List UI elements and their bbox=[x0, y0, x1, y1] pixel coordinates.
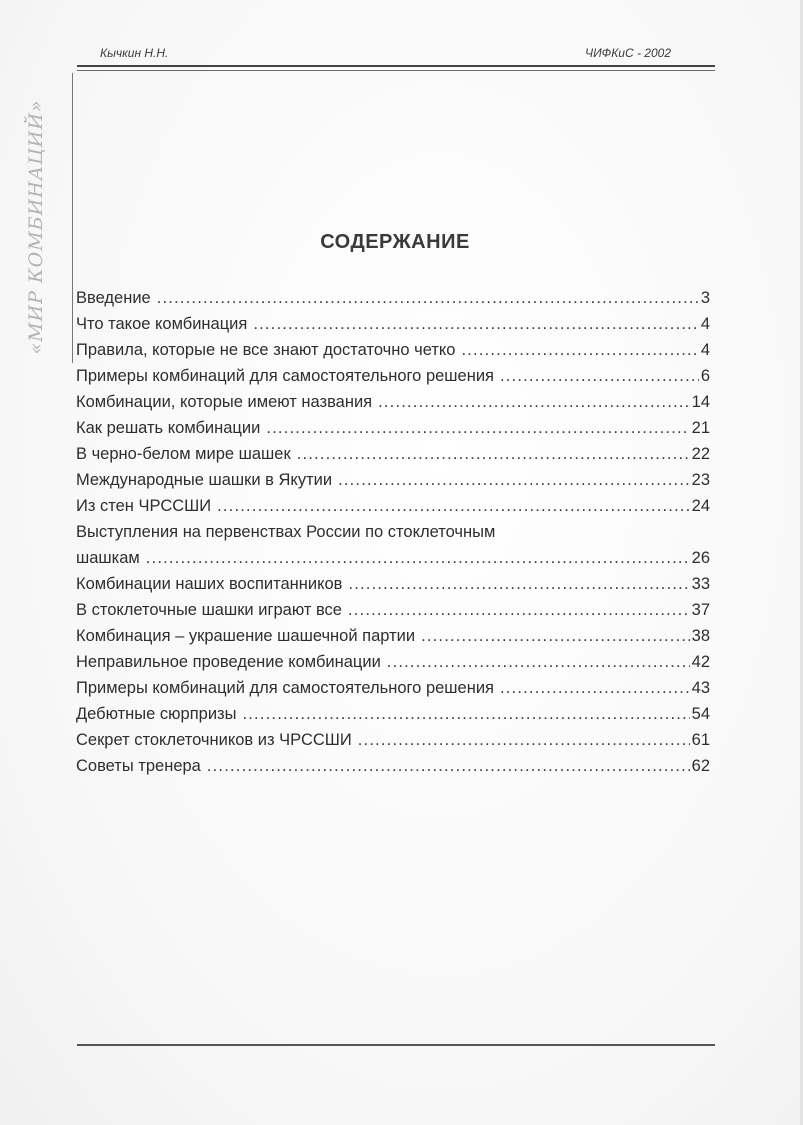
toc-entry-page: 62 bbox=[691, 757, 710, 775]
toc-entry-title-line1: Выступления на первенствах России по стоклеточным bbox=[76, 523, 496, 541]
toc-entry-title: Как решать комбинации bbox=[76, 419, 261, 437]
toc-entry-title: Что такое комбинация bbox=[76, 315, 248, 333]
dot-leader bbox=[421, 623, 690, 649]
toc-entry[interactable] bbox=[76, 285, 710, 311]
toc-entry-page: 6 bbox=[700, 367, 710, 385]
toc-entry[interactable] bbox=[76, 519, 710, 571]
toc-entry-title: Неправильное проведение комбинации bbox=[76, 653, 381, 671]
dot-leader bbox=[217, 493, 690, 519]
dot-leader bbox=[461, 337, 698, 363]
toc-entry-line2 bbox=[76, 545, 710, 571]
toc-entry[interactable] bbox=[76, 597, 710, 623]
toc-entry[interactable] bbox=[76, 467, 710, 493]
toc-entry-page: 21 bbox=[691, 419, 710, 437]
dot-leader bbox=[348, 571, 689, 597]
dot-leader bbox=[348, 597, 690, 623]
toc-entry-title: Международные шашки в Якутии bbox=[76, 471, 333, 489]
toc-entry-page: 4 bbox=[700, 341, 710, 359]
toc-entry-page: 23 bbox=[691, 471, 710, 489]
toc-entry-page: 37 bbox=[691, 601, 710, 619]
dot-leader bbox=[242, 701, 689, 727]
dot-leader bbox=[338, 467, 690, 493]
spine-divider bbox=[72, 73, 73, 363]
dot-leader bbox=[358, 727, 690, 753]
toc-entry-page: 61 bbox=[691, 731, 710, 749]
toc-entry[interactable] bbox=[76, 493, 710, 519]
toc-entry[interactable] bbox=[76, 727, 710, 753]
toc-entry[interactable] bbox=[76, 623, 710, 649]
toc-entry-page: 4 bbox=[700, 315, 710, 333]
toc-entry[interactable] bbox=[76, 701, 710, 727]
table-of-contents bbox=[76, 285, 710, 779]
toc-title: СОДЕРЖАНИЕ bbox=[320, 231, 470, 253]
toc-entry-title: Примеры комбинаций для самостоятельного решения bbox=[76, 679, 494, 697]
footer-rule bbox=[77, 1044, 715, 1046]
toc-entry[interactable] bbox=[76, 363, 710, 389]
toc-entry[interactable] bbox=[76, 415, 710, 441]
dot-leader bbox=[266, 415, 689, 441]
header-publisher: ЧИФКиС - 2002 bbox=[585, 46, 671, 60]
toc-entry[interactable] bbox=[76, 571, 710, 597]
dot-leader bbox=[387, 649, 690, 675]
header-rule-thick bbox=[77, 65, 715, 67]
dot-leader bbox=[500, 675, 690, 701]
toc-entry-page: 24 bbox=[691, 497, 710, 515]
header-author: Кычкин Н.Н. bbox=[100, 46, 169, 60]
dot-leader bbox=[378, 389, 690, 415]
dot-leader bbox=[207, 753, 690, 779]
toc-entry-title: В стоклеточные шашки играют все bbox=[76, 601, 342, 619]
spine-title-text: «МИР КОМБИНАЦИЙ» bbox=[25, 99, 47, 355]
toc-entry-title: Комбинации, которые имеют названия bbox=[76, 393, 373, 411]
dot-leader bbox=[146, 545, 690, 571]
spine-title bbox=[14, 72, 58, 382]
toc-entry-page: 22 bbox=[691, 445, 710, 463]
toc-entry-title: Примеры комбинаций для самостоятельного решения bbox=[76, 367, 494, 385]
toc-entry-page: 42 bbox=[691, 653, 710, 671]
toc-entry-title: Комбинации наших воспитанников bbox=[76, 575, 343, 593]
toc-entry[interactable] bbox=[76, 649, 710, 675]
toc-entry-title: Советы тренера bbox=[76, 757, 201, 775]
toc-entry[interactable] bbox=[76, 389, 710, 415]
dot-leader bbox=[157, 285, 699, 311]
toc-entry-page: 14 bbox=[691, 393, 710, 411]
toc-entry-title: В черно-белом мире шашек bbox=[76, 445, 291, 463]
toc-entry-title-line2: шашкам bbox=[76, 549, 140, 567]
toc-entry[interactable] bbox=[76, 441, 710, 467]
dot-leader bbox=[500, 363, 699, 389]
toc-entry-title: Из стен ЧРССШИ bbox=[76, 497, 212, 515]
header-rule-thin bbox=[77, 70, 715, 71]
toc-entry[interactable] bbox=[76, 753, 710, 779]
toc-entry-page: 54 bbox=[691, 705, 710, 723]
toc-entry-title: Комбинация – украшение шашечной партии bbox=[76, 627, 416, 645]
toc-entry-page: 3 bbox=[700, 289, 710, 307]
toc-entry-title: Правила, которые не все знают достаточно четко bbox=[76, 341, 456, 359]
toc-entry-page: 38 bbox=[691, 627, 710, 645]
toc-entry-title: Введение bbox=[76, 289, 151, 307]
toc-entry[interactable] bbox=[76, 311, 710, 337]
toc-entry-page: 26 bbox=[691, 549, 710, 567]
dot-leader bbox=[253, 311, 698, 337]
dot-leader bbox=[297, 441, 690, 467]
toc-entry[interactable] bbox=[76, 337, 710, 363]
toc-entry-page: 33 bbox=[691, 575, 710, 593]
toc-entry[interactable] bbox=[76, 675, 710, 701]
toc-entry-title: Дебютные сюрпризы bbox=[76, 705, 237, 723]
toc-entry-page: 43 bbox=[691, 679, 710, 697]
toc-entry-title: Секрет стоклеточников из ЧРССШИ bbox=[76, 731, 352, 749]
